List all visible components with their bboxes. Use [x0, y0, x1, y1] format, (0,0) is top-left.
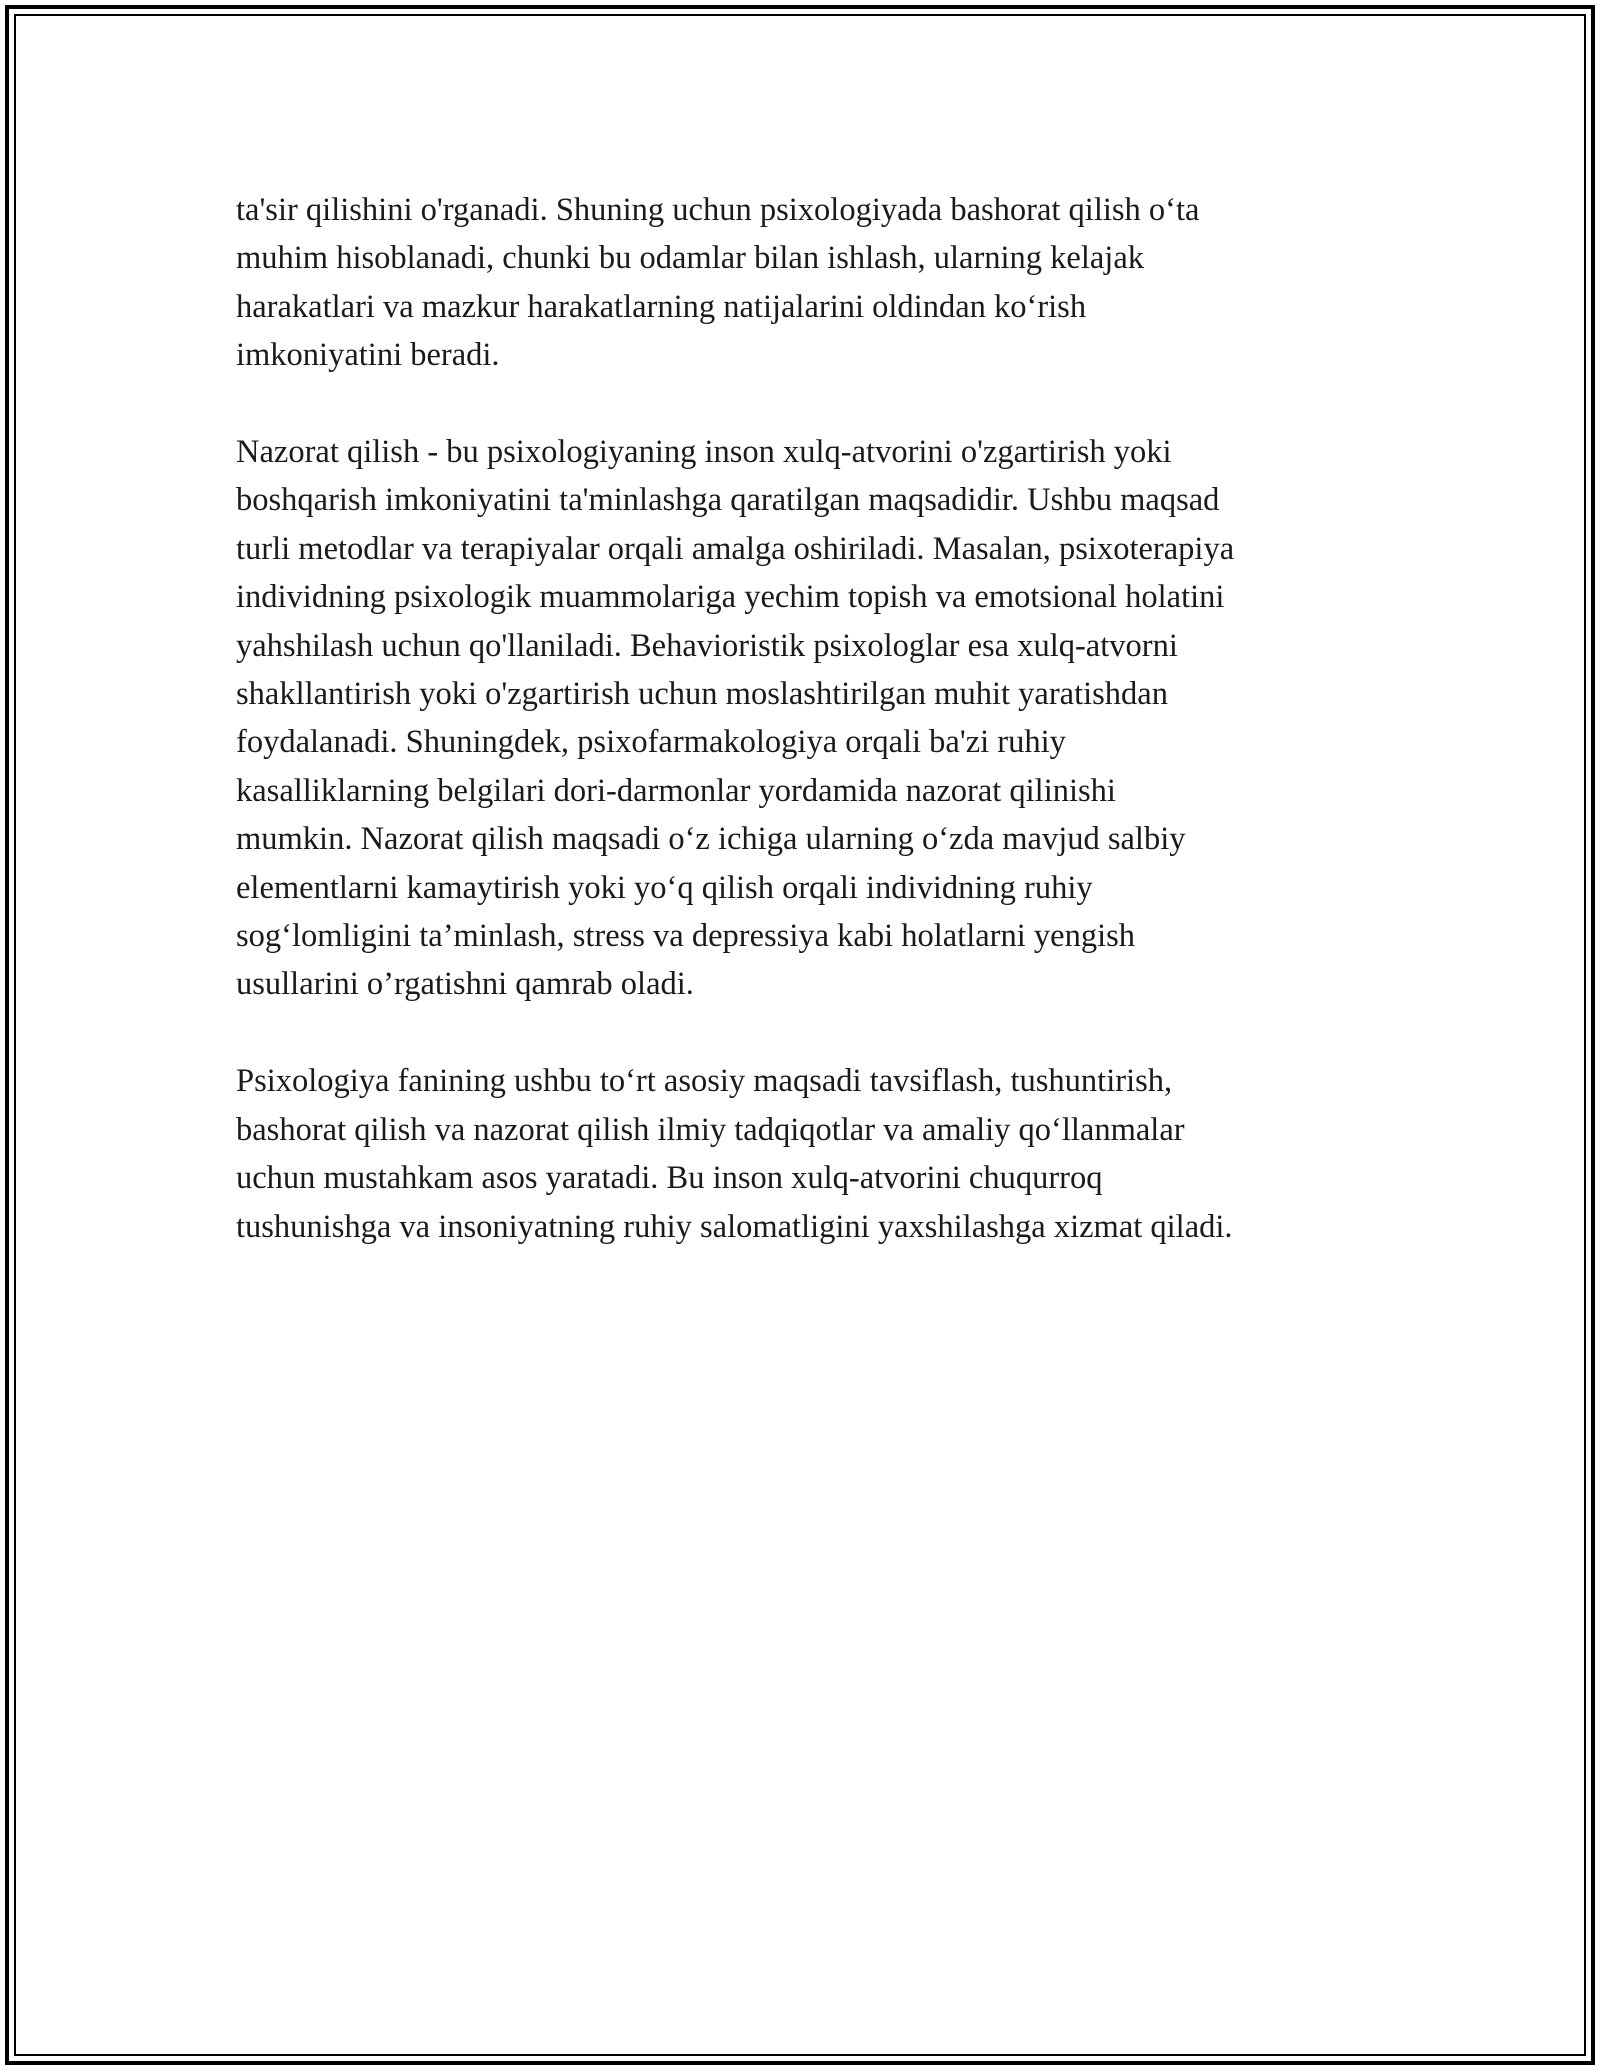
- text-line: shakllantirish yoki o'zgartirish uchun moslashtirilgan muhit yaratishdan: [236, 676, 1168, 713]
- text-line: mumkin. Nazorat qilish maqsadi o‘z ichiga ularning o‘zda mavjud salbiy: [236, 821, 1186, 858]
- paragraph-control: [236, 428, 1376, 1009]
- text-line: uchun mustahkam asos yaratadi. Bu inson xulq-atvorini chuqurroq: [236, 1160, 1103, 1197]
- document-body: [236, 186, 1376, 1299]
- text-line: harakatlari va mazkur harakatlarning natijalarini oldindan ko‘rish: [236, 288, 1087, 325]
- text-line: elementlarni kamaytirish yoki yo‘q qilish orqali individning ruhiy: [236, 869, 1093, 906]
- text-line: tushunishga va insoniyatning ruhiy salomatligini yaxshilashga xizmat qiladi.: [236, 1208, 1233, 1245]
- text-line: yahshilash uchun qo'llaniladi. Behavioristik psixologlar esa xulq-atvorni: [236, 627, 1178, 664]
- text-line: bashorat qilish va nazorat qilish ilmiy tadqiqotlar va amaliy qo‘llanmalar: [236, 1111, 1185, 1148]
- paragraph-conclusion: [236, 1057, 1376, 1251]
- text-line: kasalliklarning belgilari dori-darmonlar yordamida nazorat qilinishi: [236, 772, 1116, 809]
- text-line: imkoniyatini beradi.: [236, 337, 500, 374]
- text-line: muhim hisoblanadi, chunki bu odamlar bilan ishlash, ularning kelajak: [236, 240, 1145, 277]
- text-line: Nazorat qilish - bu psixologiyaning inson xulq-atvorini o'zgartirish yoki: [236, 434, 1172, 471]
- paragraph-prediction: [236, 186, 1376, 380]
- text-line: turli metodlar va terapiyalar orqali amalga oshiriladi. Masalan, psixoterapiya: [236, 530, 1235, 567]
- text-line: boshqarish imkoniyatini ta'minlashga qaratilgan maqsadidir. Ushbu maqsad: [236, 482, 1220, 519]
- text-line: Psixologiya fanining ushbu to‘rt asosiy maqsadi tavsiflash, tushuntirish,: [236, 1063, 1173, 1100]
- text-line: usullarini o’rgatishni qamrab oladi.: [236, 966, 694, 1003]
- text-line: ta'sir qilishini o'rganadi. Shuning uchun psixologiyada bashorat qilish o‘ta: [236, 192, 1200, 228]
- text-line: sog‘lomligini ta’minlash, stress va depressiya kabi holatlarni yengish: [236, 918, 1136, 955]
- text-line: individning psixologik muammolariga yechim topish va emotsional holatini: [236, 579, 1225, 616]
- text-line: foydalanadi. Shuningdek, psixofarmakologiya orqali ba'zi ruhiy: [236, 724, 1066, 761]
